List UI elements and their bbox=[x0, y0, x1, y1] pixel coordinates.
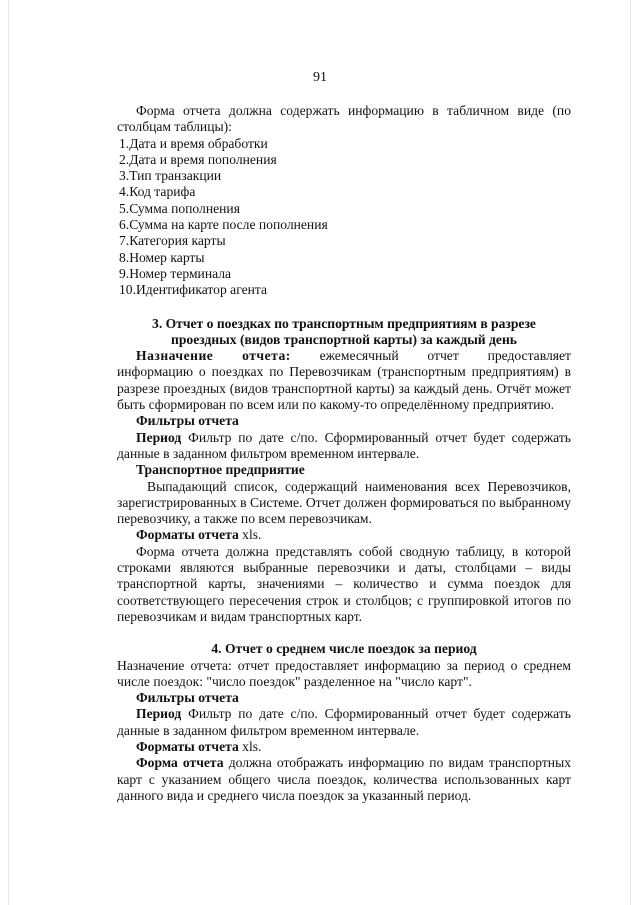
list-item: 4.Код тарифа bbox=[119, 184, 196, 200]
formats-value: xls. bbox=[238, 738, 262, 754]
purpose-word: предоставляет bbox=[487, 348, 571, 364]
section-3-filters-label: Фильтры отчета bbox=[136, 413, 239, 429]
list-item: 8.Номер карты bbox=[119, 249, 205, 265]
list-item: 3.Тип транзакции bbox=[119, 168, 222, 184]
section-3-purpose-text: информацию о поездках по Перевозчикам (транспортным предприятиям) в разрезе проездных (видов транспортной карты) за каждый день. Отчёт может быть сформирован по всем или по какому-то определённому предприятию. bbox=[117, 364, 571, 413]
list-item: 7.Категория карты bbox=[119, 233, 226, 249]
section-4-filters-label: Фильтры отчета bbox=[136, 690, 239, 706]
scan-edge-right bbox=[630, 0, 631, 905]
page-number: 91 bbox=[313, 70, 327, 85]
section-3-form-text: Форма отчета должна представлять собой сводную таблицу, в которой строками являются выбранные перевозчики и даты, столбцами – виды транспортной карты, значениями – количество и сумма поездок для соответствующего пересечения строк и столбцов; с группировкой итогов по перевозчикам и видам транспортных карт. bbox=[117, 543, 571, 624]
period-text: Фильтр по дате с/по. Сформированный отчет будет содержать данные в заданном фильтром временном интервале. bbox=[117, 706, 571, 738]
formats-label: Форматы отчета bbox=[136, 527, 239, 543]
formats-label: Форматы отчета bbox=[136, 738, 239, 754]
period-label: Период bbox=[136, 706, 182, 722]
section-3-heading bbox=[117, 316, 571, 349]
list-item: 2.Дата и время пополнения bbox=[119, 151, 277, 167]
form-label: Форма отчета bbox=[136, 755, 224, 771]
page-content bbox=[117, 103, 571, 804]
section-3-purpose-lead bbox=[117, 348, 571, 364]
section-3-title-line-2: проездных (видов транспортной карты) за каждый день bbox=[171, 331, 517, 347]
purpose-label: Назначение bbox=[136, 348, 214, 364]
purpose-word: отчет bbox=[427, 348, 459, 364]
intro-paragraph: Форма отчета должна содержать информацию в табличном виде (по столбцам таблицы): bbox=[117, 103, 571, 135]
purpose-word: ежемесячный bbox=[319, 348, 399, 364]
formats-value: xls. bbox=[238, 527, 262, 543]
purpose-label-2: отчета: bbox=[242, 348, 291, 364]
columns-list bbox=[117, 136, 571, 299]
section-4-formats bbox=[117, 739, 571, 755]
list-item: 10.Идентификатор агента bbox=[119, 282, 268, 298]
period-text: Фильтр по дате с/по. Сформированный отчет будет содержать данные в заданном фильтром временном интервале. bbox=[117, 429, 571, 461]
section-4-period-paragraph bbox=[117, 706, 571, 739]
list-item: 9.Номер терминала bbox=[119, 265, 232, 281]
section-4-form-paragraph bbox=[117, 755, 571, 804]
period-label: Период bbox=[136, 429, 182, 445]
section-3-formats bbox=[117, 527, 571, 543]
section-4-purpose-text: Назначение отчета: отчет предоставляет информацию за период о среднем числе поездок: "число поездок" разделенное на "число карт". bbox=[117, 657, 571, 689]
list-item: 5.Сумма пополнения bbox=[119, 200, 240, 216]
section-3-carrier-label: Транспортное предприятие bbox=[136, 462, 305, 478]
section-3-title-line-1: 3. Отчет о поездках по транспортным предприятиям в разрезе bbox=[152, 315, 536, 331]
section-4-heading: 4. Отчет о среднем числе поездок за период bbox=[211, 641, 477, 657]
form-text: должна отображать информацию по видам транспортных карт с указанием общего числа поездок, количества использованных карт данного вида и среднего числа поездок за указанный период. bbox=[117, 755, 572, 803]
scan-edge-left bbox=[8, 0, 9, 905]
section-3-period-paragraph bbox=[117, 430, 571, 463]
section-3-carrier-text: Выпадающий список, содержащий наименования всех Перевозчиков, зарегистрированных в Системе. Отчет должен формироваться по выбранному перевозчику, а также по всем перевозчикам. bbox=[117, 478, 571, 527]
list-item: 6.Сумма на карте после пополнения bbox=[119, 217, 328, 233]
list-item: 1.Дата и время обработки bbox=[119, 135, 268, 151]
